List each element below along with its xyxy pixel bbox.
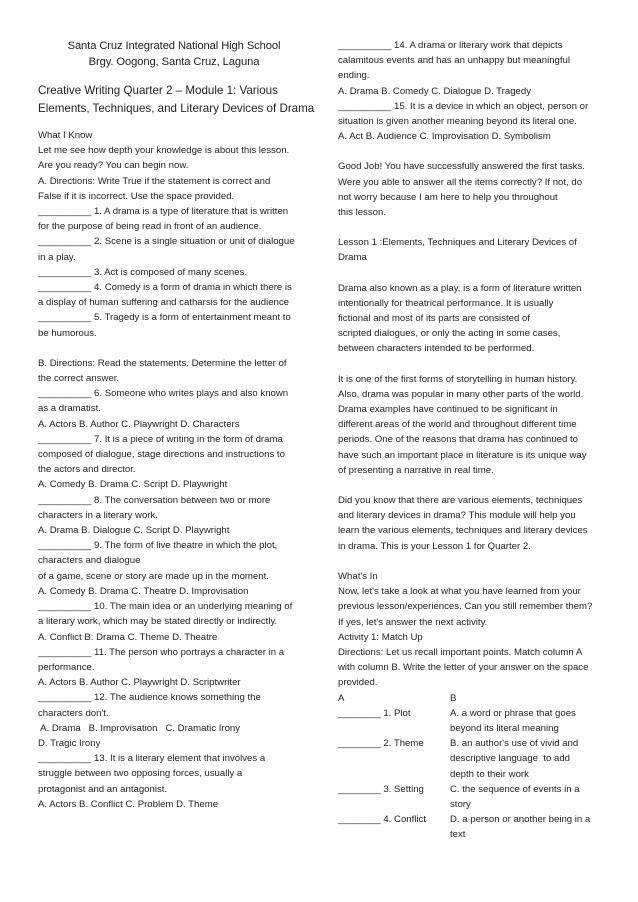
what-i-know-heading: What I Know <box>38 130 93 141</box>
match-item-a: ________ 1. Plot <box>338 707 411 719</box>
paragraph-1: scripted dialogues, or only the acting in some cases, <box>338 328 561 340</box>
question-7: composed of dialogue, stage directions and instructions to <box>38 449 285 461</box>
question-15: situation is given another meaning beyond its literal one. <box>338 116 577 128</box>
question-13: __________ 13. It is a literary element that involves a <box>38 753 266 765</box>
school-header <box>38 38 310 70</box>
question-9: __________ 9. The form of live theatre in which the plot, <box>38 540 278 552</box>
question-11-choices: A. Actors B. Author C. Playwright D. Scriptwriter <box>38 677 241 689</box>
question-2: __________ 2. Scene is a single situation or unit of dialogue <box>38 236 295 248</box>
right-column <box>338 38 604 843</box>
paragraph-2: It is one of the first forms of storytelling in human history. <box>338 373 578 385</box>
paragraph-1: intentionally for theatrical performance. It is usually <box>338 297 554 309</box>
match-item-b-text: text <box>450 829 466 841</box>
question-14: calamitous events and has an unhappy but meaningful <box>338 55 571 67</box>
question-13: struggle between two opposing forces, usually a <box>38 768 243 780</box>
match-item-b-text: D. a person or another being in a <box>450 814 591 826</box>
module-title <box>38 82 315 118</box>
good-job-text: Were you able to answer all the items correctly? If not, do <box>338 176 583 188</box>
left-column <box>38 38 315 812</box>
directions-b: B. Directions: Read the statements. Determine the letter of <box>38 357 287 369</box>
good-job-text: this lesson. <box>338 207 386 219</box>
question-10: a literary work, which may be stated directly or indirectly. <box>38 616 278 628</box>
whats-in-text: If yes, let's answer the next activity. <box>338 616 488 628</box>
match-row <box>338 782 604 812</box>
match-row <box>338 736 604 782</box>
question-9-choices: A. Comedy B. Drama C. Theatre D. Improvisation <box>38 585 249 597</box>
match-item-b-text: A. a word or phrase that goes <box>450 707 576 719</box>
activity-heading: Activity 1: Match Up <box>338 631 423 643</box>
match-header-row <box>338 691 604 706</box>
question-14: ending. <box>338 70 370 82</box>
match-item-b <box>450 706 604 736</box>
match-item-b-text: descriptive language to add <box>450 753 571 765</box>
question-12-choices: D. Tragic Irony <box>38 737 101 749</box>
school-name: Santa Cruz Integrated National High School <box>67 40 281 52</box>
match-item-b <box>450 736 604 782</box>
match-item-b-text: beyond its literal meaning <box>450 722 559 734</box>
directions-b: the correct answer. <box>38 373 120 385</box>
match-item-b-text: depth to their work <box>450 768 529 780</box>
module-title-line-2: Elements, Techniques, and Literary Devices of Drama <box>38 102 315 115</box>
question-5: be humorous. <box>38 327 97 339</box>
question-14-choices: A. Drama B. Comedy C. Dialogue D. Tragedy <box>338 85 532 97</box>
whats-in-text: previous lesson/experiences. Can you still remember them? <box>338 601 593 613</box>
question-10: __________ 10. The main idea or an underlying meaning of <box>38 601 293 613</box>
question-7-choices: A. Comedy B. Drama C. Script D. Playwright <box>38 479 228 491</box>
good-job-text: Good Job! You have successfully answered the first tasks. <box>338 161 585 173</box>
match-item-b-text: C. the sequence of events in a <box>450 783 580 795</box>
match-item-a: ________ 2. Theme <box>338 738 424 750</box>
match-item-b <box>450 782 604 812</box>
question-11: performance. <box>38 661 95 673</box>
question-15-choices: A. Act B. Audience C. Improvisation D. Symbolism <box>338 131 551 143</box>
question-7: the actors and director. <box>38 464 136 476</box>
match-row <box>338 706 604 736</box>
question-11: __________ 11. The person who portrays a character in a <box>38 646 285 658</box>
match-item-b-text: B. an author's use of vivid and <box>450 738 579 750</box>
match-item-b-text: story <box>450 798 471 810</box>
question-7: __________ 7. It is a piece of writing in the form of drama <box>38 433 283 445</box>
question-14: __________ 14. A drama or literary work that depicts <box>338 40 563 51</box>
intro-line: Are you ready? You can begin now. <box>38 160 189 172</box>
question-4: a display of human suffering and catharsis for the audience <box>38 297 290 309</box>
question-1: for the purpose of being read in front of an audience. <box>38 221 262 233</box>
paragraph-1: between characters intended to be performed. <box>338 343 535 355</box>
school-address: Brgy. Oogong, Santa Cruz, Laguna <box>88 56 260 68</box>
match-item-a: ________ 4. Conflict <box>338 814 427 826</box>
paragraph-2: Also, drama was popular in many other parts of the world. <box>338 388 584 400</box>
question-12: characters don't. <box>38 707 109 719</box>
paragraph-2: periods. One of the reasons that drama has continued to <box>338 434 578 446</box>
paragraph-1: fictional and most of its parts are consisted of <box>338 313 530 325</box>
module-title-line-1: Creative Writing Quarter 2 – Module 1: Various <box>38 84 278 97</box>
paragraph-2: different areas of the world and throughout different time <box>338 419 577 431</box>
directions-a: A. Directions: Write True if the statement is correct and <box>38 175 271 187</box>
question-4: __________ 4. Comedy is a form of drama in which there is <box>38 282 292 294</box>
paragraph-2: Drama examples have continued to be significant in <box>338 404 558 416</box>
column-a-header: A <box>338 692 345 704</box>
paragraph-3: Did you know that there are various elements, techniques <box>338 495 583 507</box>
paragraph-3: learn the various elements, techniques and literary devices <box>338 525 588 537</box>
paragraph-2: of presenting a narrative in real time. <box>338 464 494 476</box>
question-15: __________ 15. It is a device in which an object, person or <box>338 100 589 112</box>
question-8: characters in a literary work. <box>38 509 158 521</box>
question-10-choices: A. Conflict B. Drama C. Theme D. Theatre <box>38 631 218 643</box>
paragraph-3: in drama. This is your Lesson 1 for Quarter 2. <box>338 540 531 552</box>
paragraph-2: have such an important place in literature is its unique way <box>338 449 587 461</box>
paragraph-3: and literary devices in drama? This module will help you <box>338 510 576 522</box>
directions-a: False if it is incorrect. Use the space provided. <box>38 190 235 202</box>
question-9: of a game, scene or story are made up in the moment. <box>38 570 269 582</box>
activity-directions: with column B. Write the letter of your answer on the space <box>338 662 589 674</box>
question-8: __________ 8. The conversation between two or more <box>38 494 271 506</box>
good-job-text: not worry because I am here to help you throughout <box>338 191 558 203</box>
match-item-b <box>450 812 604 842</box>
question-2: in a play. <box>38 251 76 263</box>
question-13-choices: A. Actors B. Conflict C. Problem D. Theme <box>38 798 219 810</box>
question-6-choices: A. Actors B. Author C. Playwright D. Characters <box>38 418 240 430</box>
intro-line: Let me see how depth your knowledge is about this lesson. <box>38 145 290 157</box>
question-12-choices: A. Drama B. Improvisation C. Dramatic Irony <box>38 722 241 734</box>
question-5: __________ 5. Tragedy is a form of entertainment meant to <box>38 312 291 324</box>
question-6: as a dramatist. <box>38 403 101 415</box>
lesson-heading: Lesson 1 :Elements, Techniques and Literary Devices of <box>338 237 577 249</box>
question-13: protagonist and an antagonist. <box>38 783 168 795</box>
column-b-header: B <box>450 692 457 704</box>
question-9: characters and dialogue <box>38 555 141 567</box>
lesson-heading: Drama <box>338 252 367 264</box>
match-table <box>338 691 604 843</box>
paragraph-1: Drama also known as a play, is a form of literature written <box>338 282 582 294</box>
activity-directions: Directions: Let us recall important points. Match column A <box>338 646 583 658</box>
question-6: __________ 6. Someone who writes plays and also known <box>38 388 289 400</box>
whats-in-heading: What's In <box>338 570 378 582</box>
match-item-a: ________ 3. Setting <box>338 783 424 795</box>
activity-directions: provided. <box>338 677 378 689</box>
whats-in-text: Now, let's take a look at what you have learned from your <box>338 586 581 598</box>
question-8-choices: A. Drama B. Dialogue C. Script D. Playwright <box>38 525 230 537</box>
question-12: __________ 12. The audience knows something the <box>38 692 261 704</box>
question-1: __________ 1. A drama is a type of literature that is written <box>38 206 289 218</box>
question-3: __________ 3. Act is composed of many scenes. <box>38 266 248 278</box>
match-row <box>338 812 604 842</box>
